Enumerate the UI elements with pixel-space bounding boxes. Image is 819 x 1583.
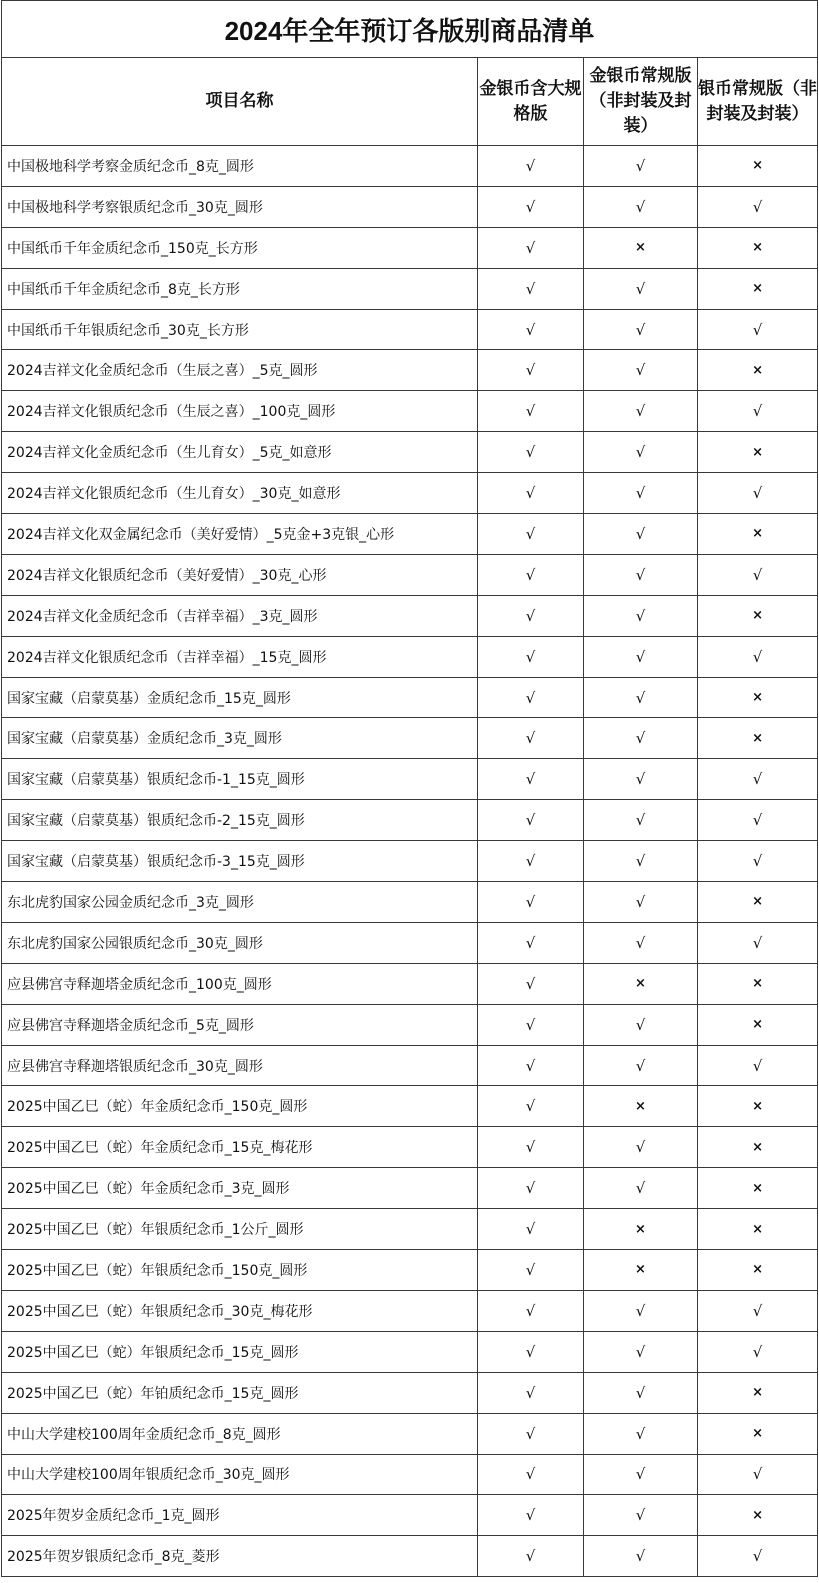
table-row [2, 636, 818, 677]
check-mark-col1: √ [478, 1086, 584, 1127]
cross-mark-col2: × [584, 227, 698, 268]
check-mark-col2: √ [584, 146, 698, 187]
cross-mark-col3: × [698, 718, 818, 759]
check-mark-col1: √ [478, 554, 584, 595]
check-mark-col2: √ [584, 800, 698, 841]
cross-mark-col3: × [698, 268, 818, 309]
cross-mark-col3: × [698, 227, 818, 268]
item-name-cell: 中国极地科学考察金质纪念币_8克_圆形 [2, 146, 478, 187]
check-mark-col2: √ [584, 350, 698, 391]
check-mark-col3: √ [698, 1536, 818, 1577]
item-name-cell: 2025中国乙巳（蛇）年铂质纪念币_15克_圆形 [2, 1372, 478, 1413]
check-mark-col2: √ [584, 759, 698, 800]
table-row [2, 1331, 818, 1372]
check-mark-col3: √ [698, 1045, 818, 1086]
cross-mark-col3: × [698, 1250, 818, 1291]
check-mark-col1: √ [478, 841, 584, 882]
item-name-cell: 2024吉祥文化金质纪念币（吉祥幸福）_3克_圆形 [2, 595, 478, 636]
header-silver-regular: 银币常规版（非封装及封装） [698, 58, 818, 146]
check-mark-col2: √ [584, 922, 698, 963]
check-mark-col1: √ [478, 1250, 584, 1291]
table-row [2, 1086, 818, 1127]
check-mark-col3: √ [698, 473, 818, 514]
check-mark-col1: √ [478, 227, 584, 268]
check-mark-col1: √ [478, 677, 584, 718]
header-gold-silver-regular: 金银币常规版（非封装及封装） [584, 58, 698, 146]
check-mark-col1: √ [478, 514, 584, 555]
item-name-cell: 2025中国乙巳（蛇）年银质纪念币_150克_圆形 [2, 1250, 478, 1291]
item-name-cell: 2025中国乙巳（蛇）年金质纪念币_3克_圆形 [2, 1168, 478, 1209]
product-table [1, 0, 818, 1577]
check-mark-col2: √ [584, 1372, 698, 1413]
item-name-cell: 应县佛宫寺释迦塔金质纪念币_5克_圆形 [2, 1004, 478, 1045]
table-row [2, 1250, 818, 1291]
check-mark-col1: √ [478, 268, 584, 309]
check-mark-col1: √ [478, 922, 584, 963]
check-mark-col2: √ [584, 268, 698, 309]
table-row [2, 309, 818, 350]
check-mark-col1: √ [478, 718, 584, 759]
check-mark-col3: √ [698, 841, 818, 882]
item-name-cell: 2024吉祥文化金质纪念币（生辰之喜）_5克_圆形 [2, 350, 478, 391]
check-mark-col2: √ [584, 1127, 698, 1168]
check-mark-col3: √ [698, 922, 818, 963]
check-mark-col2: √ [584, 1045, 698, 1086]
cross-mark-col3: × [698, 595, 818, 636]
item-name-cell: 中国纸币千年银质纪念币_30克_长方形 [2, 309, 478, 350]
check-mark-col3: √ [698, 636, 818, 677]
check-mark-col2: √ [584, 432, 698, 473]
table-row [2, 718, 818, 759]
check-mark-col1: √ [478, 1372, 584, 1413]
table-row [2, 841, 818, 882]
check-mark-col1: √ [478, 350, 584, 391]
check-mark-col3: √ [698, 1454, 818, 1495]
item-name-cell: 中山大学建校100周年银质纪念币_30克_圆形 [2, 1454, 478, 1495]
check-mark-col2: √ [584, 1495, 698, 1536]
table-row [2, 554, 818, 595]
cross-mark-col3: × [698, 1127, 818, 1168]
check-mark-col2: √ [584, 636, 698, 677]
table-row [2, 146, 818, 187]
table-row [2, 350, 818, 391]
check-mark-col1: √ [478, 1004, 584, 1045]
table-row [2, 1536, 818, 1577]
item-name-cell: 应县佛宫寺释迦塔银质纪念币_30克_圆形 [2, 1045, 478, 1086]
cross-mark-col2: × [584, 1250, 698, 1291]
cross-mark-col3: × [698, 432, 818, 473]
check-mark-col1: √ [478, 800, 584, 841]
item-name-cell: 东北虎豹国家公园银质纪念币_30克_圆形 [2, 922, 478, 963]
check-mark-col1: √ [478, 759, 584, 800]
check-mark-col2: √ [584, 882, 698, 923]
table-row [2, 922, 818, 963]
table-row [2, 391, 818, 432]
table-row [2, 514, 818, 555]
table-row [2, 677, 818, 718]
table-row [2, 1290, 818, 1331]
table-row [2, 1004, 818, 1045]
table-row [2, 1454, 818, 1495]
item-name-cell: 国家宝藏（启蒙莫基）金质纪念币_3克_圆形 [2, 718, 478, 759]
check-mark-col1: √ [478, 636, 584, 677]
item-name-cell: 中山大学建校100周年金质纪念币_8克_圆形 [2, 1413, 478, 1454]
item-name-cell: 应县佛宫寺释迦塔金质纪念币_100克_圆形 [2, 963, 478, 1004]
table-body [2, 146, 818, 1577]
item-name-cell: 国家宝藏（启蒙莫基）金质纪念币_15克_圆形 [2, 677, 478, 718]
item-name-cell: 2025中国乙巳（蛇）年金质纪念币_15克_梅花形 [2, 1127, 478, 1168]
item-name-cell: 中国纸币千年金质纪念币_8克_长方形 [2, 268, 478, 309]
check-mark-col2: √ [584, 718, 698, 759]
table-row [2, 963, 818, 1004]
check-mark-col1: √ [478, 473, 584, 514]
item-name-cell: 国家宝藏（启蒙莫基）银质纪念币-1_15克_圆形 [2, 759, 478, 800]
check-mark-col3: √ [698, 554, 818, 595]
check-mark-col2: √ [584, 1536, 698, 1577]
check-mark-col1: √ [478, 391, 584, 432]
item-name-cell: 中国极地科学考察银质纪念币_30克_圆形 [2, 186, 478, 227]
cross-mark-col3: × [698, 1168, 818, 1209]
check-mark-col2: √ [584, 473, 698, 514]
table-row [2, 473, 818, 514]
check-mark-col2: √ [584, 186, 698, 227]
cross-mark-col3: × [698, 1209, 818, 1250]
check-mark-col2: √ [584, 1331, 698, 1372]
item-name-cell: 国家宝藏（启蒙莫基）银质纪念币-3_15克_圆形 [2, 841, 478, 882]
item-name-cell: 2025年贺岁金质纪念币_1克_圆形 [2, 1495, 478, 1536]
table-row [2, 1372, 818, 1413]
item-name-cell: 2025中国乙巳（蛇）年银质纪念币_15克_圆形 [2, 1331, 478, 1372]
check-mark-col1: √ [478, 1331, 584, 1372]
table-row [2, 1045, 818, 1086]
item-name-cell: 2024吉祥文化银质纪念币（吉祥幸福）_15克_圆形 [2, 636, 478, 677]
cross-mark-col3: × [698, 963, 818, 1004]
check-mark-col2: √ [584, 595, 698, 636]
table-row [2, 432, 818, 473]
check-mark-col1: √ [478, 963, 584, 1004]
check-mark-col1: √ [478, 1045, 584, 1086]
check-mark-col1: √ [478, 186, 584, 227]
check-mark-col3: √ [698, 800, 818, 841]
check-mark-col1: √ [478, 1127, 584, 1168]
cross-mark-col3: × [698, 1495, 818, 1536]
table-row [2, 268, 818, 309]
cross-mark-col3: × [698, 350, 818, 391]
item-name-cell: 2024吉祥文化金质纪念币（生儿育女）_5克_如意形 [2, 432, 478, 473]
cross-mark-col2: × [584, 1209, 698, 1250]
cross-mark-col3: × [698, 677, 818, 718]
check-mark-col2: √ [584, 841, 698, 882]
check-mark-col3: √ [698, 1331, 818, 1372]
cross-mark-col3: × [698, 146, 818, 187]
check-mark-col1: √ [478, 595, 584, 636]
table-row [2, 595, 818, 636]
check-mark-col1: √ [478, 1290, 584, 1331]
header-item-name: 项目名称 [2, 58, 478, 146]
item-name-cell: 2025中国乙巳（蛇）年银质纪念币_1公斤_圆形 [2, 1209, 478, 1250]
cross-mark-col3: × [698, 1086, 818, 1127]
check-mark-col3: √ [698, 759, 818, 800]
check-mark-col1: √ [478, 882, 584, 923]
cross-mark-col3: × [698, 882, 818, 923]
table-row [2, 227, 818, 268]
cross-mark-col3: × [698, 1004, 818, 1045]
table-row [2, 882, 818, 923]
table-row [2, 759, 818, 800]
table-row [2, 800, 818, 841]
check-mark-col1: √ [478, 1168, 584, 1209]
check-mark-col1: √ [478, 1413, 584, 1454]
check-mark-col1: √ [478, 1454, 584, 1495]
table-row [2, 1413, 818, 1454]
check-mark-col3: √ [698, 391, 818, 432]
check-mark-col2: √ [584, 1168, 698, 1209]
cross-mark-col3: × [698, 514, 818, 555]
check-mark-col1: √ [478, 1536, 584, 1577]
item-name-cell: 2024吉祥文化双金属纪念币（美好爱情）_5克金+3克银_心形 [2, 514, 478, 555]
check-mark-col2: √ [584, 554, 698, 595]
item-name-cell: 2025中国乙巳（蛇）年银质纪念币_30克_梅花形 [2, 1290, 478, 1331]
check-mark-col2: √ [584, 514, 698, 555]
table-row [2, 1127, 818, 1168]
check-mark-col2: √ [584, 677, 698, 718]
item-name-cell: 国家宝藏（启蒙莫基）银质纪念币-2_15克_圆形 [2, 800, 478, 841]
table-row [2, 1495, 818, 1536]
item-name-cell: 中国纸币千年金质纪念币_150克_长方形 [2, 227, 478, 268]
item-name-cell: 2024吉祥文化银质纪念币（美好爱情）_30克_心形 [2, 554, 478, 595]
table-row [2, 186, 818, 227]
page-title: 2024年全年预订各版别商品清单 [2, 1, 818, 58]
check-mark-col2: √ [584, 1004, 698, 1045]
check-mark-col1: √ [478, 309, 584, 350]
check-mark-col1: √ [478, 1495, 584, 1536]
check-mark-col2: √ [584, 1290, 698, 1331]
item-name-cell: 2025中国乙巳（蛇）年金质纪念币_150克_圆形 [2, 1086, 478, 1127]
cross-mark-col2: × [584, 1086, 698, 1127]
table-row [2, 1168, 818, 1209]
check-mark-col1: √ [478, 146, 584, 187]
check-mark-col1: √ [478, 432, 584, 473]
cross-mark-col2: × [584, 963, 698, 1004]
check-mark-col2: √ [584, 1454, 698, 1495]
check-mark-col3: √ [698, 186, 818, 227]
item-name-cell: 2024吉祥文化银质纪念币（生辰之喜）_100克_圆形 [2, 391, 478, 432]
check-mark-col2: √ [584, 309, 698, 350]
check-mark-col3: √ [698, 1290, 818, 1331]
item-name-cell: 2025年贺岁银质纪念币_8克_菱形 [2, 1536, 478, 1577]
check-mark-col2: √ [584, 391, 698, 432]
item-name-cell: 2024吉祥文化银质纪念币（生儿育女）_30克_如意形 [2, 473, 478, 514]
cross-mark-col3: × [698, 1413, 818, 1454]
check-mark-col3: √ [698, 309, 818, 350]
check-mark-col2: √ [584, 1413, 698, 1454]
item-name-cell: 东北虎豹国家公园金质纪念币_3克_圆形 [2, 882, 478, 923]
cross-mark-col3: × [698, 1372, 818, 1413]
table-row [2, 1209, 818, 1250]
check-mark-col1: √ [478, 1209, 584, 1250]
header-gold-silver-large: 金银币含大规格版 [478, 58, 584, 146]
